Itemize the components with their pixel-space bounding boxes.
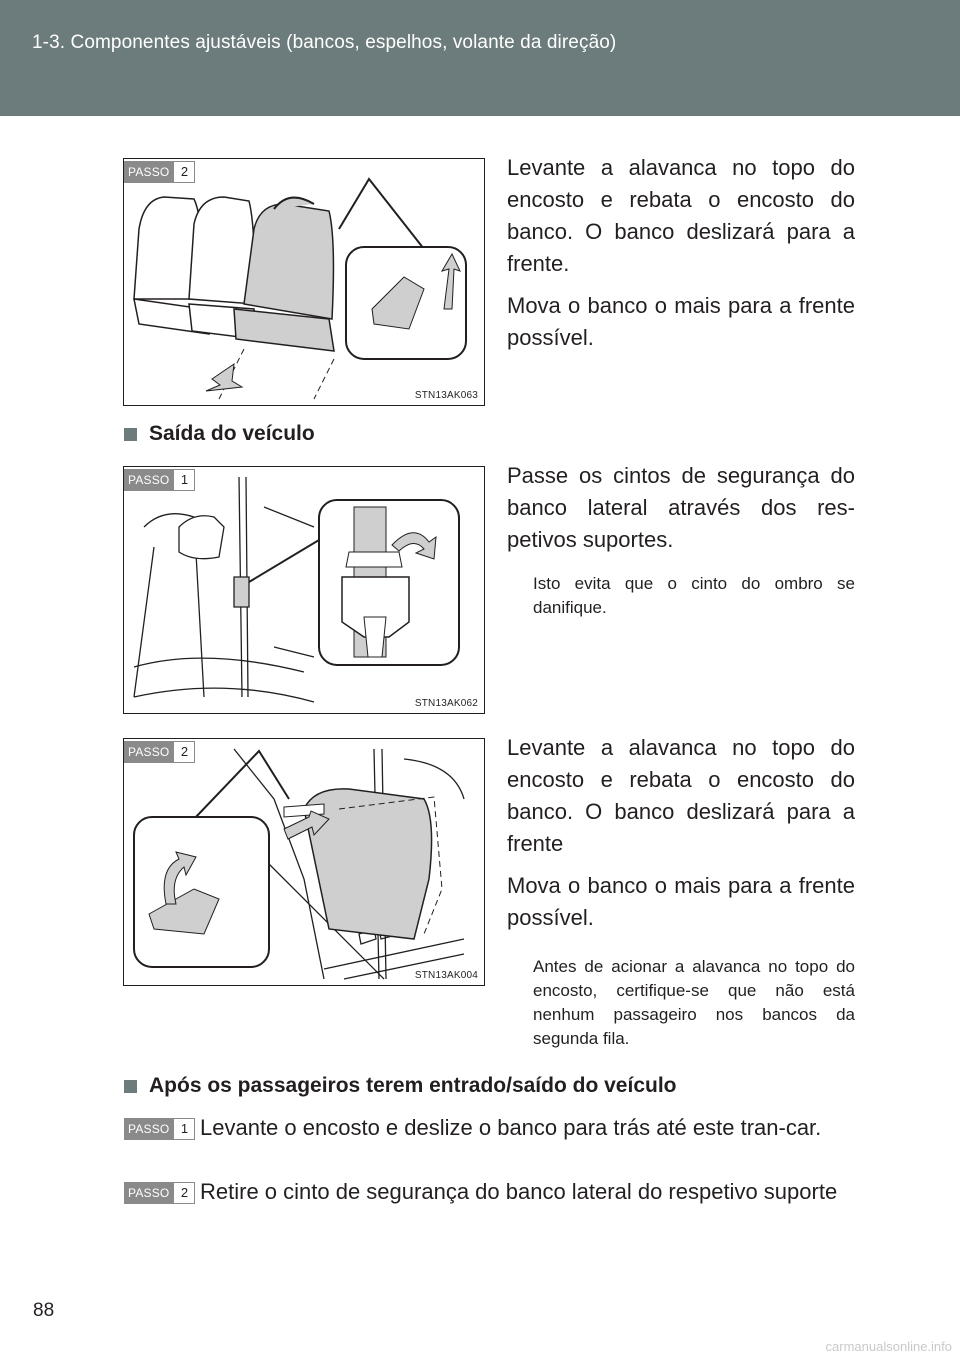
- figure-code: STN13AK004: [414, 970, 478, 981]
- seat-illustration: [124, 159, 485, 406]
- seatbelt-illustration: [124, 467, 485, 714]
- step-2-text: Retire o cinto de segurança do banco lateral do respetivo suporte: [200, 1179, 838, 1204]
- step-badge: [124, 1182, 195, 1204]
- page-header: [0, 0, 960, 116]
- page-number: 88: [33, 1300, 55, 1321]
- step-badge: [124, 741, 195, 763]
- badge-number: 2: [173, 1182, 195, 1204]
- seat-folding-illustration: [124, 739, 485, 986]
- badge-word: PASSO: [124, 741, 173, 763]
- section-square-icon: [124, 428, 137, 441]
- step-badge: [124, 469, 195, 491]
- badge-word: PASSO: [124, 1182, 173, 1204]
- block1-paragraph-2: Mova o banco o mais para a frente possível.: [507, 293, 855, 350]
- badge-word: PASSO: [124, 161, 173, 183]
- figure-seat-fold-1: [123, 158, 485, 406]
- block3-note: Antes de acionar a alavanca no topo do encosto, certifique-se que não está nenhum passageiro nos bancos da segunda fila.: [533, 957, 855, 1048]
- block1-paragraph-1: Levante a alavanca no topo do encosto e rebata o encosto do banco. O banco deslizará para a frente.: [507, 155, 855, 276]
- figure-seat-fold-2: [123, 738, 485, 986]
- watermark: carmanualsonline.info: [825, 1339, 952, 1354]
- block1-text: [507, 152, 855, 364]
- block3-paragraph-2: Mova o banco o mais para a frente possível.: [507, 873, 855, 930]
- block2-paragraph-1: Passe os cintos de segurança do banco lateral através dos res-petivos suportes.: [507, 463, 855, 552]
- section-title: Após os passageiros terem entrado/saído do veículo: [149, 1074, 677, 1097]
- badge-number: 1: [173, 469, 195, 491]
- section-heading-after-entry: [124, 1074, 676, 1098]
- block3-text: [507, 732, 855, 944]
- section-title: Saída do veículo: [149, 422, 315, 445]
- figure-seatbelt-holder: [123, 466, 485, 714]
- step-1-text: Levante o encosto e deslize o banco para trás até este tran-car.: [200, 1115, 822, 1140]
- section-square-icon: [124, 1080, 137, 1093]
- block2-text: [507, 460, 855, 566]
- header-title: 1-3. Componentes ajustáveis (bancos, espelhos, volante da direção): [32, 32, 617, 53]
- badge-number: 1: [173, 1118, 195, 1140]
- badge-number: 2: [173, 161, 195, 183]
- figure-code: STN13AK062: [414, 698, 478, 709]
- figure-code: STN13AK063: [414, 390, 478, 401]
- step-badge: [124, 161, 195, 183]
- step-badge: [124, 1118, 195, 1140]
- badge-word: PASSO: [124, 469, 173, 491]
- badge-word: PASSO: [124, 1118, 173, 1140]
- block2-note: Isto evita que o cinto do ombro se danifique.: [533, 574, 855, 617]
- block3-paragraph-1: Levante a alavanca no topo do encosto e rebata o encosto do banco. O banco deslizará para a frente: [507, 735, 855, 856]
- badge-number: 2: [173, 741, 195, 763]
- section-heading-exit: [124, 422, 315, 446]
